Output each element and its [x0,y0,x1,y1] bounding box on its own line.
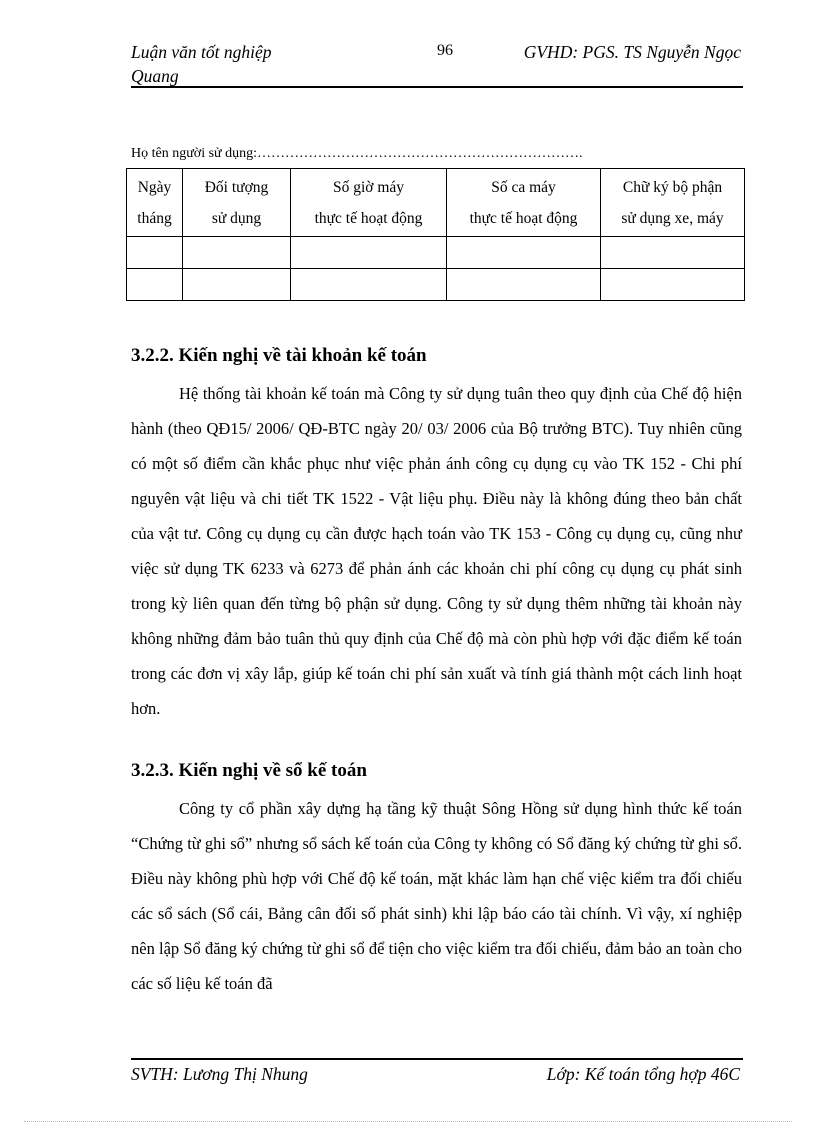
header-signature: Chữ ký bộ phận sử dụng xe, máy [601,169,745,237]
page-number: 96 [437,42,453,59]
table-cell [601,269,745,301]
table-cell [291,237,447,269]
thesis-title: Luận văn tốt nghiệp Quang [131,42,272,86]
table-cell [447,237,601,269]
page-edge [24,1121,792,1122]
table-cell [183,237,291,269]
table-cell [127,269,183,301]
section-heading-accounts: 3.2.2. Kiến nghị về tài khoản kế toán [131,345,427,366]
header-divider [131,86,743,88]
footer-divider [131,1058,743,1060]
section-body-ledgers: Công ty cổ phần xây dựng hạ tầng kỹ thuật Sông Hồng sử dụng hình thức kế toán “Chứng từ ghi sổ” nhưng sổ sách kế toán của Công ty không có Sổ đăng ký chứng từ ghi sổ. Điều này không phù hợp với Chế độ kế toán, mặt khác làm hạn chế việc kiểm tra đối chiếu các sổ sách (Sổ cái, Bảng cân đối số phát sinh) khi lập báo cáo tài chính. Vì vậy, xí nghiệp nên lập Sổ đăng ký chứng từ ghi sổ để tiện cho việc kiểm tra đối chiếu, đảm bảo an toàn cho các số liệu kế toán đã [131,799,742,993]
class-name: Lớp: Kế toán tổng hợp 46C [546,1064,740,1084]
table-cell [291,269,447,301]
machine-usage-table [126,168,745,301]
table-cell [183,269,291,301]
table-cell [601,237,745,269]
table-row [127,269,745,301]
table-row [127,237,745,269]
table-cell [447,269,601,301]
student-name: SVTH: Lương Thị Nhung [131,1064,308,1084]
table-cell [127,237,183,269]
header-date: Ngày tháng [127,169,183,237]
page-header [131,40,743,88]
user-name-line: Họ tên người sử dụng:……………………………………………………………. [131,146,583,161]
header-machine-shifts: Số ca máy thực tế hoạt động [447,169,601,237]
section-body-accounts: Hệ thống tài khoản kế toán mà Công ty sử dụng tuân theo quy định của Chế độ hiện hành (theo QĐ15/ 2006/ QĐ-BTC ngày 20/ 03/ 2006 của Bộ trưởng BTC). Tuy nhiên cũng có một số điểm cần khắc phục như việc phản ánh công cụ dụng cụ vào TK 152 - Chi phí nguyên vật liệu và chi tiết TK 1522 - Vật liệu phụ. Điều này là không đúng theo bản chất của vật tư. Công cụ dụng cụ cần được hạch toán vào TK 153 - Công cụ dụng cụ, cũng như việc sử dụng TK 6233 và 6273 để phản ánh các khoản chi phí công cụ dụng cụ phát sinh trong kỳ liên quan đến từng bộ phận sử dụng. Công ty sử dụng thêm những tài khoản này không những đảm bảo tuân thủ quy định của Chế độ mà còn phù hợp với đặc điểm kế toán trong các đơn vị xây lắp, giúp kế toán chi phí sản xuất và tính giá thành một cách linh hoạt hơn. [131,384,742,718]
table-header-row [127,169,745,237]
supervisor-name: GVHD: PGS. TS Nguyễn Ngọc [523,42,741,62]
header-machine-hours: Số giờ máy thực tế hoạt động [291,169,447,237]
header-user: Đối tượng sử dụng [183,169,291,237]
section-heading-ledgers: 3.2.3. Kiến nghị về sổ kế toán [131,760,367,781]
